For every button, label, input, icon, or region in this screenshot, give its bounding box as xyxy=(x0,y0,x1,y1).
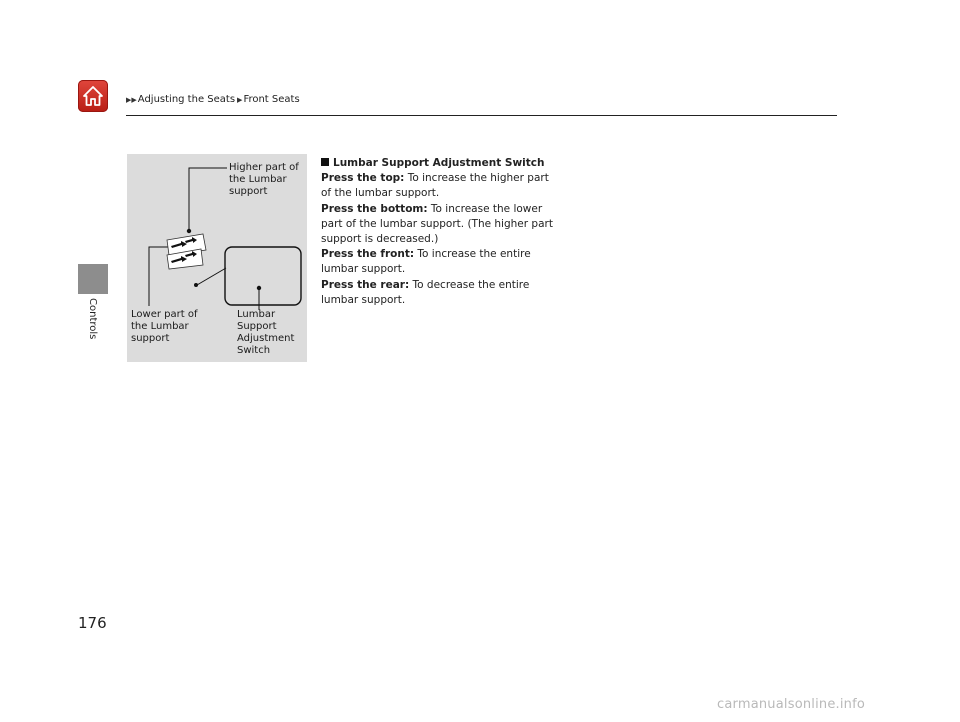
section-heading-text: Lumbar Support Adjustment Switch xyxy=(333,157,545,169)
instruction-label: Press the bottom: xyxy=(321,202,428,215)
instruction-text: To increase the lower part of the lumbar support. (The higher part support is decreased.) xyxy=(321,202,553,246)
callout-switch-line: Adjustment xyxy=(237,333,295,344)
watermark: carmanualsonline.info xyxy=(717,697,866,712)
lumbar-support-section xyxy=(321,156,561,308)
callout-higher-part xyxy=(229,162,299,198)
callout-lower-line: support xyxy=(131,333,170,344)
callout-switch-line: Support xyxy=(237,321,277,332)
instruction-text: To increase the entire lumbar support. xyxy=(321,248,531,276)
breadcrumb-item-front-seats[interactable]: Front Seats xyxy=(243,94,300,105)
section-heading xyxy=(321,156,561,171)
header-divider xyxy=(126,115,837,116)
callout-switch-line: Switch xyxy=(237,345,271,356)
callout-lower-line: the Lumbar xyxy=(131,321,189,332)
callout-switch-line: Lumbar xyxy=(237,309,276,320)
square-bullet-icon xyxy=(321,158,329,166)
instruction-label: Press the top: xyxy=(321,172,405,185)
breadcrumb-arrow-icon: ▶ xyxy=(237,96,243,104)
callout-higher-line: Higher part of xyxy=(229,162,299,173)
instruction-item xyxy=(321,278,561,308)
home-icon xyxy=(82,85,104,107)
side-tab-marker xyxy=(78,264,108,294)
callout-higher-line: the Lumbar xyxy=(229,174,287,185)
breadcrumb-arrow-icon: ▶▶ xyxy=(126,96,137,104)
instruction-label: Press the rear: xyxy=(321,278,410,291)
instruction-label: Press the front: xyxy=(321,248,415,261)
page-number: 176 xyxy=(78,614,107,632)
callout-lower-line: Lower part of xyxy=(131,309,198,320)
callout-lower-part xyxy=(131,309,197,345)
instruction-text: To decrease the entire lumbar support. xyxy=(321,278,530,306)
breadcrumb xyxy=(126,94,302,105)
callout-switch xyxy=(237,309,294,357)
instruction-item xyxy=(321,171,561,201)
instruction-item xyxy=(321,247,561,277)
side-tab-label-text: Controls xyxy=(87,298,98,340)
instruction-item xyxy=(321,202,561,248)
breadcrumb-item-adjusting-seats[interactable]: Adjusting the Seats xyxy=(137,94,236,105)
callout-higher-line: support xyxy=(229,186,268,197)
side-tab-label xyxy=(84,298,102,358)
home-button[interactable] xyxy=(78,80,108,112)
lumbar-switch-figure xyxy=(127,154,307,362)
instruction-text: To increase the higher part of the lumbar support. xyxy=(321,172,549,200)
